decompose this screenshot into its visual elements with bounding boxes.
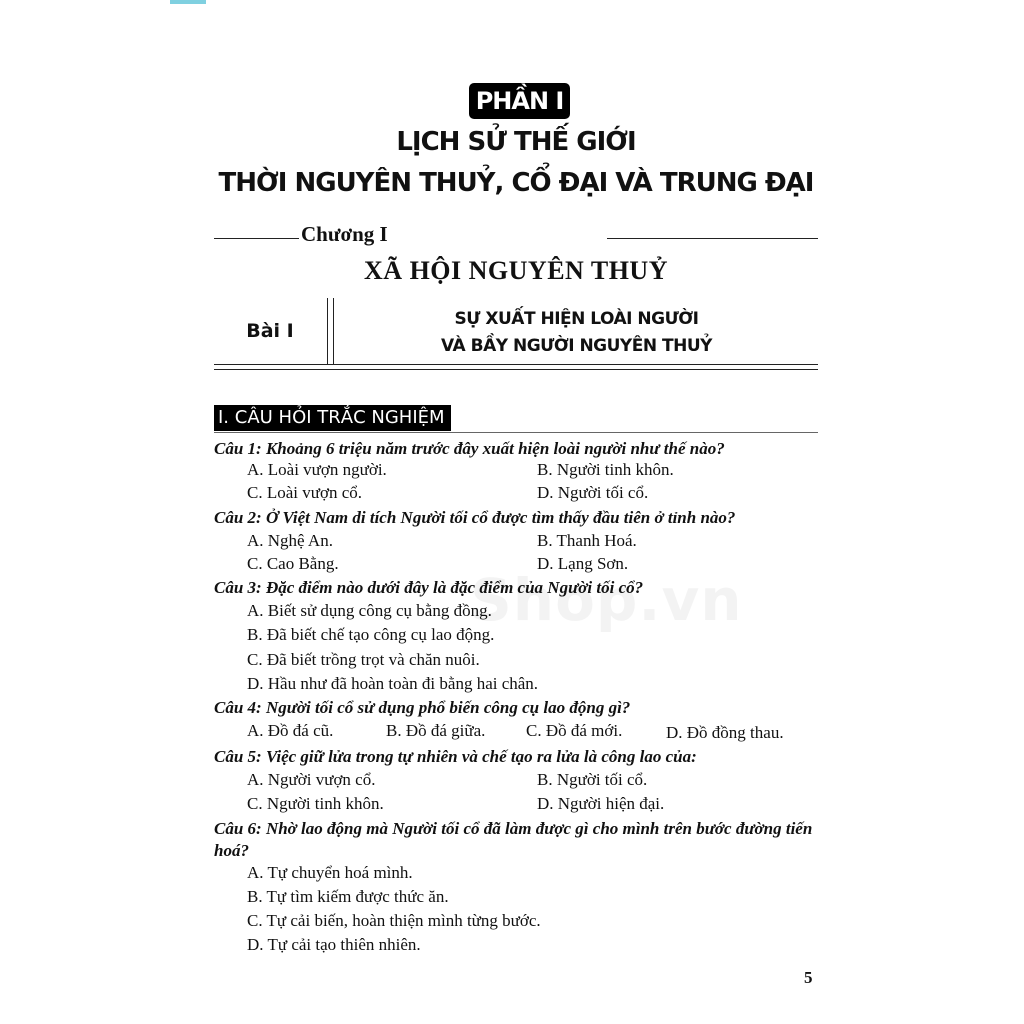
question-2: Câu 2: Ở Việt Nam di tích Người tối cổ được tìm thấy đầu tiên ở tỉnh nào? [214,508,736,527]
question-2-option-a: A. Nghệ An. [247,531,333,550]
section-rule [214,432,818,433]
chapter-title: XÃ HỘI NGUYÊN THUỶ [364,256,668,285]
title-line-2: THỜI NGUYÊN THUỶ, CỔ ĐẠI VÀ TRUNG ĐẠI [218,168,814,198]
lesson-divider [333,298,334,365]
question-4-option-d: D. Đồ đồng thau. [666,723,784,742]
question-6-option-b: B. Tự tìm kiếm được thức ăn. [247,887,449,906]
question-2-option-c: C. Cao Bằng. [247,554,339,573]
lesson-title-line-1: SỰ XUẤT HIỆN LOÀI NGƯỜI [454,309,699,329]
question-3-option-c: C. Đã biết trồng trọt và chăn nuôi. [247,650,480,669]
chapter-rule-left [214,238,299,239]
question-1-option-a: A. Loài vượn người. [247,460,387,479]
question-5-option-d: D. Người hiện đại. [537,794,665,813]
question-5-option-b: B. Người tối cổ. [537,770,648,789]
chapter-label: Chương I [301,222,388,246]
question-3: Câu 3: Đặc điểm nào dưới đây là đặc điểm của Người tối cổ? [214,578,644,597]
corner-tab [170,0,206,4]
question-4: Câu 4: Người tối cổ sử dụng phổ biến công cụ lao động gì? [214,698,631,717]
lesson-title [335,306,818,360]
question-3-option-b: B. Đã biết chế tạo công cụ lao động. [247,625,495,644]
question-1-option-d: D. Người tối cổ. [537,483,649,502]
chapter-rule-right [607,238,818,239]
lesson-title-line-2: VÀ BẦY NGƯỜI NGUYÊN THUỶ [441,336,712,356]
question-5-option-a: A. Người vượn cổ. [247,770,376,789]
question-4-option-b: B. Đồ đá giữa. [386,721,486,740]
question-5: Câu 5: Việc giữ lửa trong tự nhiên và chế tạo ra lửa là công lao của: [214,747,697,766]
question-6: Câu 6: Nhờ lao động mà Người tối cổ đã làm được gì cho mình trên bước đường tiến hoá? [214,819,813,860]
part-badge: PHẦN I [469,83,570,119]
question-3-option-d: D. Hầu như đã hoàn toàn đi bằng hai chân. [247,674,539,693]
question-4-option-c: C. Đồ đá mới. [526,721,623,740]
question-3-option-a: A. Biết sử dụng công cụ bằng đồng. [247,601,492,620]
lesson-divider [327,298,328,365]
chapter-row [214,222,818,248]
section-heading: I. CÂU HỎI TRẮC NGHIỆM [214,405,451,431]
lesson-rule [214,364,818,365]
question-5-option-c: C. Người tinh khôn. [247,794,384,813]
lesson-box [214,298,818,368]
page-number: 5 [804,968,813,987]
question-2-option-b: B. Thanh Hoá. [537,531,637,550]
question-1: Câu 1: Khoảng 6 triệu năm trước đây xuất hiện loài người như thế nào? [214,439,725,458]
question-2-option-d: D. Lạng Sơn. [537,554,629,573]
lesson-number: Bài I [246,320,294,342]
question-1-option-c: C. Loài vượn cổ. [247,483,362,502]
lesson-rule [214,369,818,370]
question-6-option-a: A. Tự chuyển hoá mình. [247,863,413,882]
question-6-option-d: D. Tự cải tạo thiên nhiên. [247,935,421,954]
title-line-1: LỊCH SỬ THẾ GIỚI [396,127,636,157]
question-1-option-b: B. Người tinh khôn. [537,460,674,479]
question-4-option-a: A. Đồ đá cũ. [247,721,334,740]
question-6-option-c: C. Tự cải biến, hoàn thiện mình từng bước. [247,911,541,930]
